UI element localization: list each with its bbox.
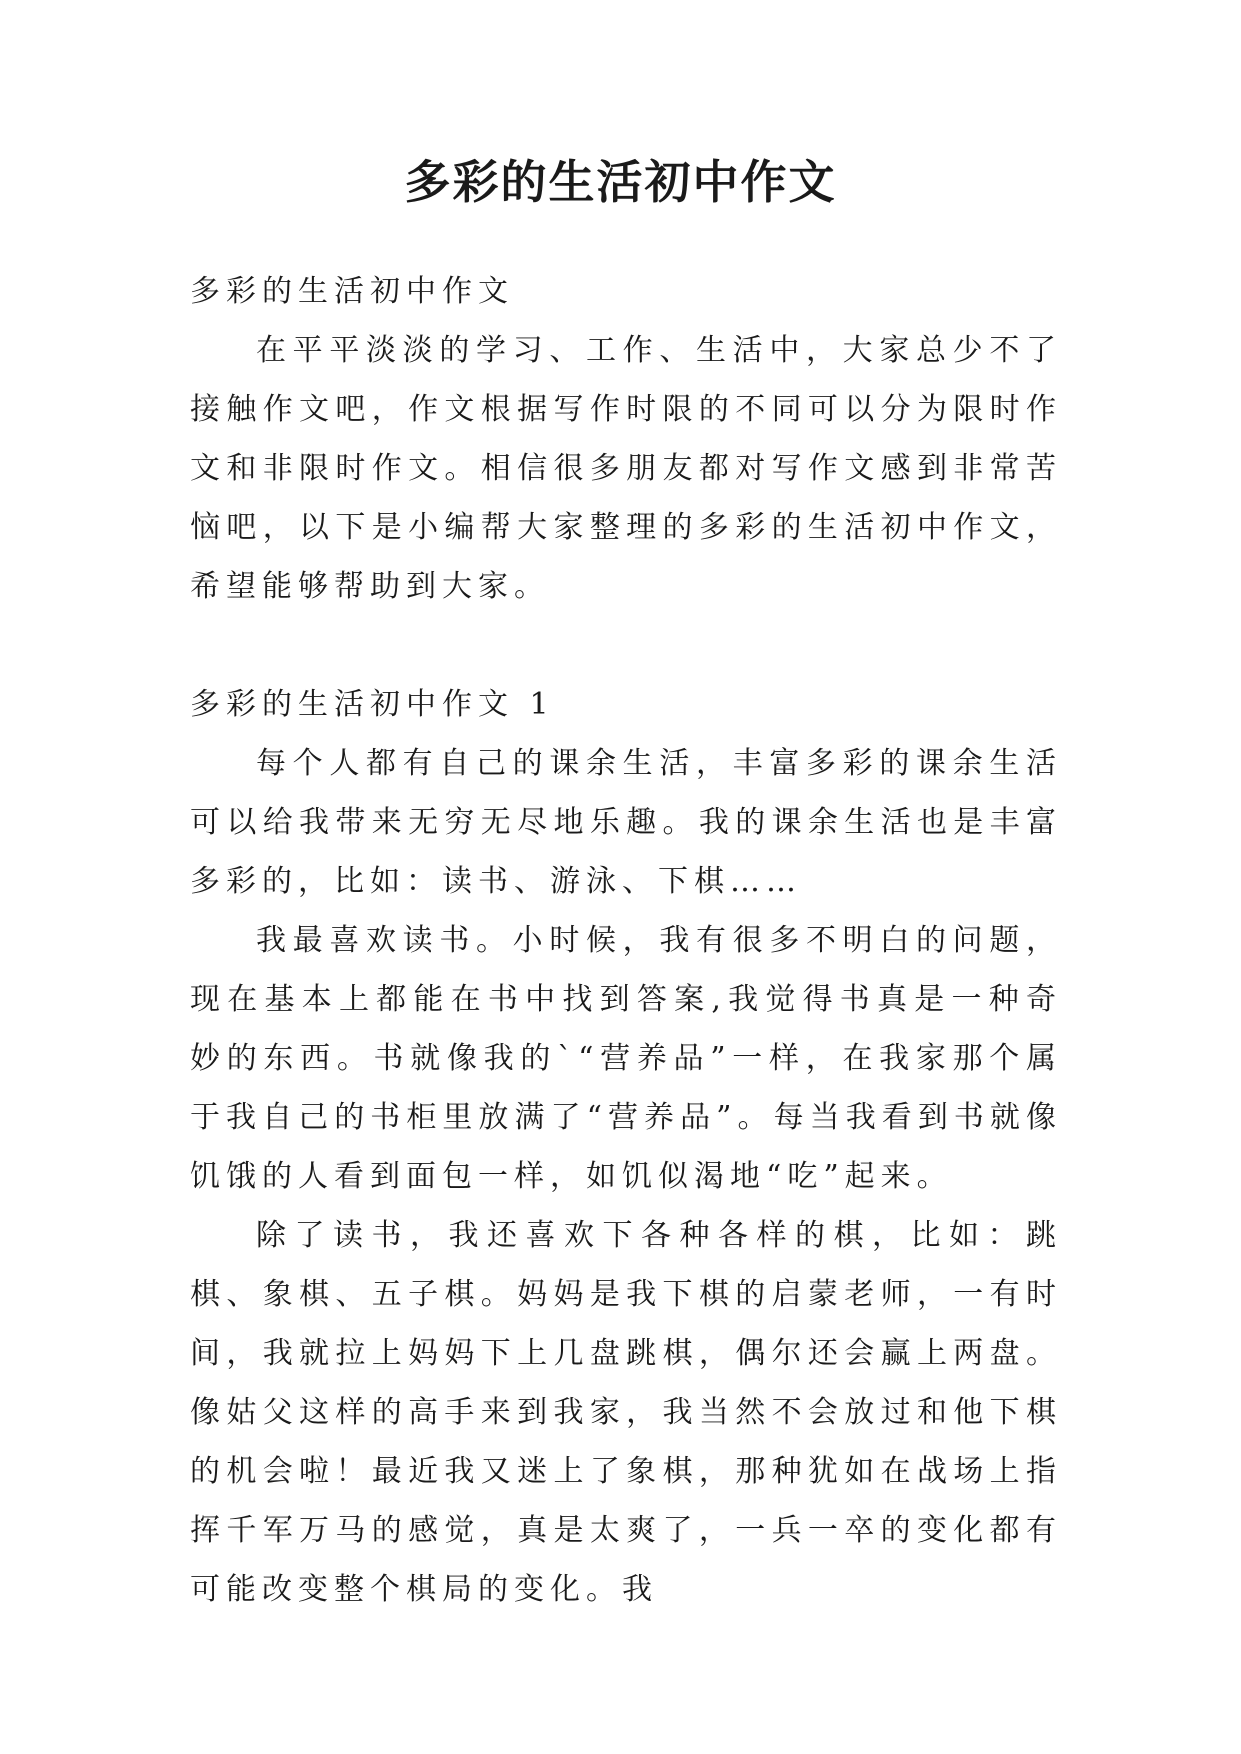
section-1-paragraph: 每个人都有自己的课余生活，丰富多彩的课余生活可以给我带来无穷无尽地乐趣。我的课余生活也是丰富多彩的，比如：读书、游泳、下棋…… bbox=[190, 746, 1062, 899]
section-1-paragraph: 我最喜欢读书。小时候，我有很多不明白的问题，现在基本上都能在书中找到答案,我觉得书真是一种奇妙的东西。书就像我的`“营养品”一样，在我家那个属于我自己的书柜里放满了“营养品”。每当我看到书就像饥饿的人看到面包一样，如饥似渴地“吃”起来。 bbox=[190, 923, 1062, 1194]
intro-heading: 多彩的生活初中作文 bbox=[190, 274, 514, 309]
intro-paragraph: 在平平淡淡的学习、工作、生活中，大家总少不了接触作文吧，作文根据写作时限的不同可以分为限时作文和非限时作文。相信很多朋友都对写作文感到非常苦恼吧，以下是小编帮大家整理的多彩的生活初中作文，希望能够帮助到大家。 bbox=[190, 333, 1062, 604]
section-spacer bbox=[190, 616, 1062, 675]
section-1-paragraph: 除了读书，我还喜欢下各种各样的棋，比如：跳棋、象棋、五子棋。妈妈是我下棋的启蒙老师，一有时间，我就拉上妈妈下上几盘跳棋，偶尔还会赢上两盘。像姑父这样的高手来到我家，我当然不会放过和他下棋的机会啦！最近我又迷上了象棋，那种犹如在战场上指挥千军万马的感觉，真是太爽了，一兵一卒的变化都有可能改变整个棋局的变化。我 bbox=[190, 1218, 1062, 1607]
section-1-heading: 多彩的生活初中作文 1 bbox=[190, 687, 555, 722]
document-title: 多彩的生活初中作文 bbox=[404, 155, 837, 209]
document-body bbox=[190, 262, 1062, 1619]
